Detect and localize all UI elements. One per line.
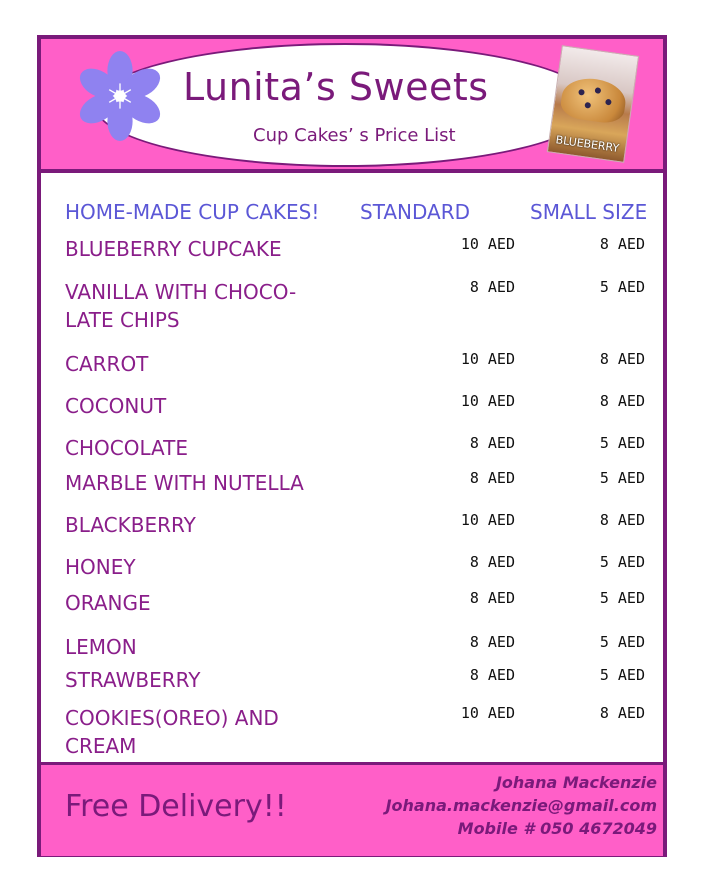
price-standard: 10 AED <box>460 350 515 368</box>
price-standard: 8 AED <box>469 633 515 651</box>
price-small: 5 AED <box>599 278 645 296</box>
price-small: 5 AED <box>599 553 645 571</box>
item-name: VANILLA WITH CHOCO- LATE CHIPS <box>65 280 297 332</box>
price-small: 8 AED <box>599 392 645 410</box>
price-small: 5 AED <box>599 666 645 684</box>
photo-label: BLUEBERRY <box>554 133 620 155</box>
item-name: COOKIES(OREO) AND CREAM <box>65 706 279 758</box>
header-banner <box>41 39 663 173</box>
price-standard: 10 AED <box>460 235 515 253</box>
price-standard: 8 AED <box>469 469 515 487</box>
item-name: MARBLE WITH NUTELLA <box>65 471 304 495</box>
price-standard: 8 AED <box>469 589 515 607</box>
blueberry-muffin-photo <box>547 45 639 163</box>
contact-email: Johana.mackenzie@gmail.com <box>385 796 657 815</box>
price-standard: 10 AED <box>460 392 515 410</box>
price-standard: 8 AED <box>469 278 515 296</box>
price-list-frame <box>37 35 667 857</box>
column-header-item: HOME-MADE CUP CAKES! <box>65 200 320 224</box>
item-name: CHOCOLATE <box>65 436 189 460</box>
muffin-image <box>559 75 628 125</box>
item-name: BLUEBERRY CUPCAKE <box>65 237 282 261</box>
page-subtitle: Cup Cakes’ s Price List <box>253 125 456 146</box>
item-name: COCONUT <box>65 394 167 418</box>
item-name: LEMON <box>65 635 137 659</box>
price-standard: 10 AED <box>460 511 515 529</box>
price-standard: 10 AED <box>460 704 515 722</box>
item-name: STRAWBERRY <box>65 668 201 692</box>
price-small: 8 AED <box>599 511 645 529</box>
price-small: 8 AED <box>599 235 645 253</box>
footer-banner <box>41 762 663 856</box>
free-delivery-text: Free Delivery!! <box>65 789 287 824</box>
contact-name: Johana Mackenzie <box>495 773 657 792</box>
price-small: 5 AED <box>599 633 645 651</box>
price-small: 5 AED <box>599 434 645 452</box>
price-standard: 8 AED <box>469 553 515 571</box>
price-standard: 8 AED <box>469 666 515 684</box>
price-standard: 8 AED <box>469 434 515 452</box>
flower-icon <box>75 51 165 141</box>
price-small: 8 AED <box>599 704 645 722</box>
contact-info <box>386 771 657 840</box>
column-header-small: SMALL SIZE <box>530 200 648 224</box>
price-small: 5 AED <box>599 589 645 607</box>
price-small: 5 AED <box>599 469 645 487</box>
price-small: 8 AED <box>599 350 645 368</box>
item-name: ORANGE <box>65 591 151 615</box>
column-header-standard: STANDARD <box>360 200 471 224</box>
item-name: HONEY <box>65 555 136 579</box>
page-title: Lunita’s Sweets <box>183 65 489 109</box>
item-name: CARROT <box>65 352 149 376</box>
contact-mobile: Mobile # 050 4672049 <box>457 819 657 838</box>
item-name: BLACKBERRY <box>65 513 196 537</box>
